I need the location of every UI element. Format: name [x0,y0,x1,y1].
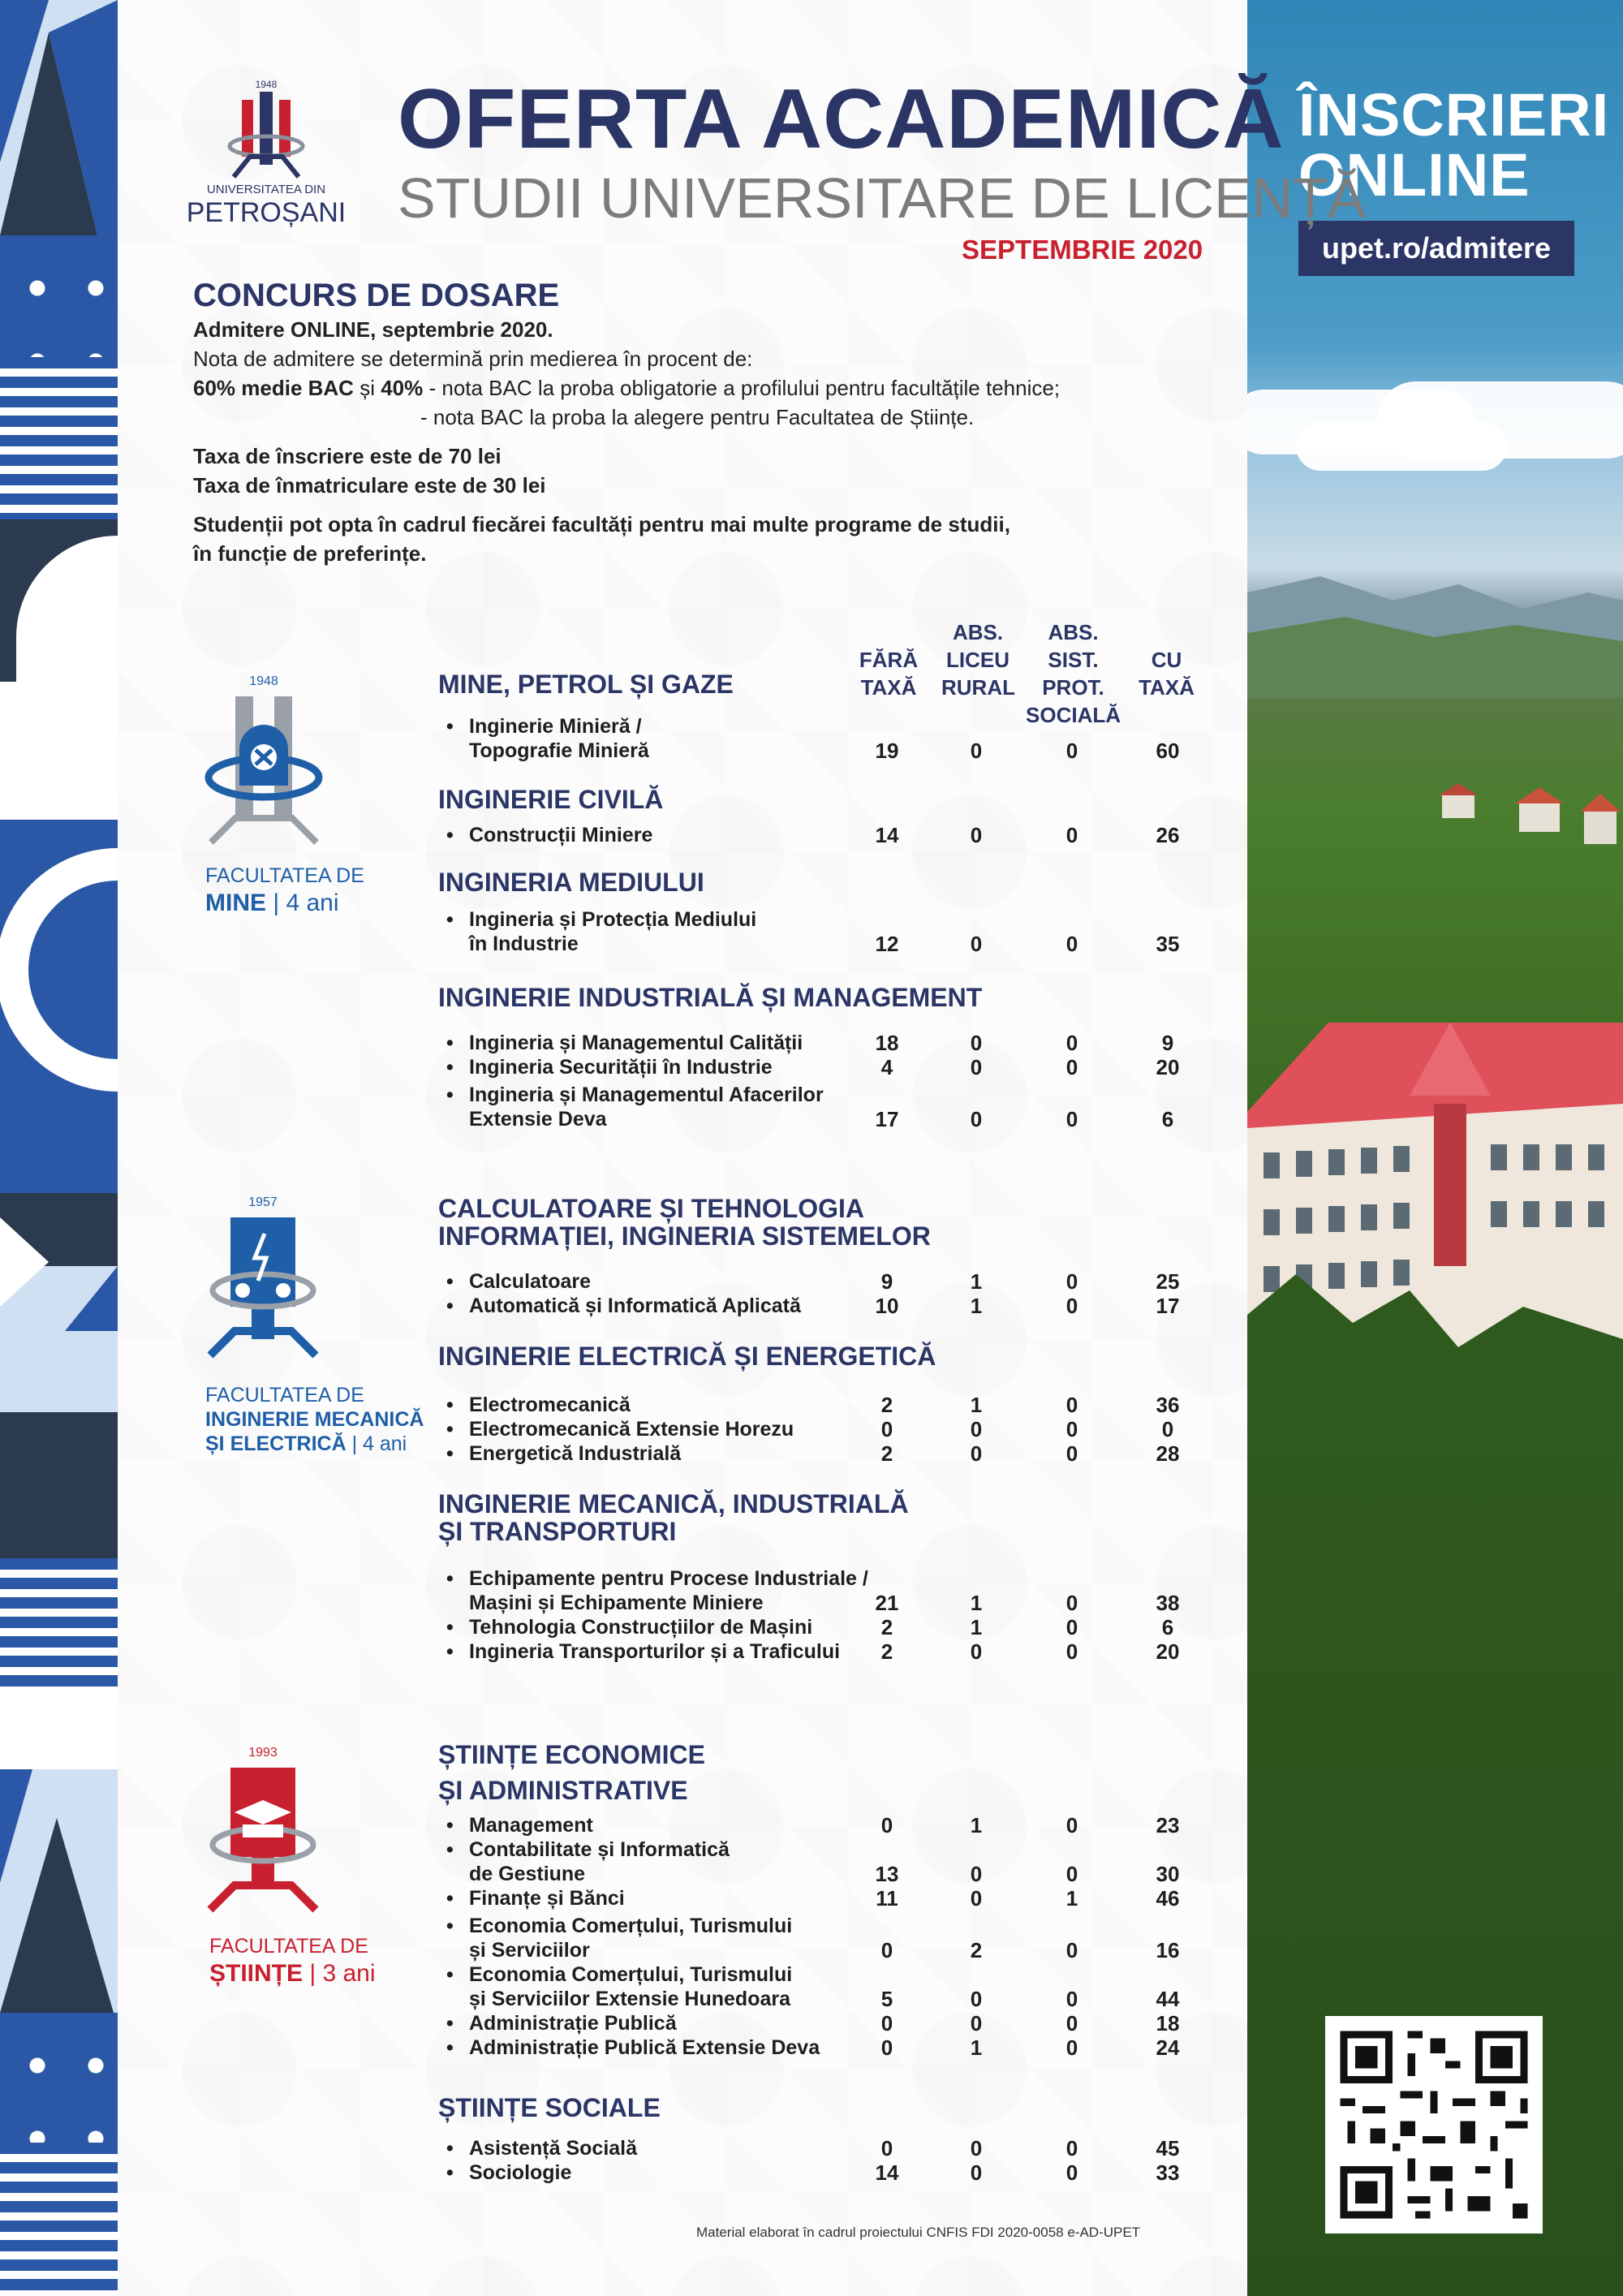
domain-heading: INGINERIE ELECTRICĂ ȘI ENERGETICĂ [438,1342,936,1371]
places-sist-prot: 0 [1065,1862,1078,1886]
program-name: Ingineria și Managementul Calității [469,1032,803,1054]
bullet-icon: • [446,2137,454,2160]
places-liceu-rural: 0 [970,932,983,956]
places-cu-taxa: 0 [1161,1417,1174,1441]
places-liceu-rural: 1 [970,1269,983,1294]
places-cu-taxa: 60 [1156,739,1180,763]
places-cu-taxa: 30 [1156,1862,1180,1886]
bullet-icon: • [446,715,454,738]
domain-heading: INGINERIE CIVILĂ [438,785,664,814]
program-name: Contabilitate și Informatică [469,1838,730,1861]
places-sist-prot: 0 [1065,2011,1078,2035]
bullet-icon: • [446,908,454,931]
places-sist-prot: 0 [1065,1591,1078,1615]
places-sist-prot: 0 [1065,2160,1078,2185]
places-liceu-rural: 0 [970,2011,983,2035]
places-cu-taxa: 9 [1161,1031,1174,1055]
places-cu-taxa: 6 [1161,1615,1174,1639]
places-cu-taxa: 16 [1156,1938,1180,1962]
places-sist-prot: 0 [1065,1441,1078,1466]
places-cu-taxa: 35 [1156,932,1180,956]
places-sist-prot: 1 [1065,1886,1078,1910]
bullet-icon: • [446,2012,454,2035]
bullet-icon: • [446,1915,454,1937]
places-sist-prot: 0 [1065,739,1078,763]
registration-line1: ÎNSCRIERI [1298,81,1610,149]
program-name: Economia Comerțului, Turismului [469,1963,793,1986]
places-fara-taxa: 2 [880,1615,893,1639]
places-fara-taxa: 2 [880,1393,893,1417]
logo-text-top: UNIVERSITATEA DIN [206,183,326,196]
places-fara-taxa: 17 [875,1107,899,1131]
intro-line1: Admitere ONLINE, septembrie 2020. [193,317,553,342]
intro-line2: Nota de admitere se determină prin medierea în procent de: [193,347,753,371]
places-fara-taxa: 12 [875,932,899,956]
program-name: Finanțe și Bănci [469,1887,625,1910]
places-cu-taxa: 26 [1156,823,1180,847]
bullet-icon: • [446,1567,454,1590]
program-name: Ingineria Securității în Industrie [469,1056,773,1079]
circle-pattern-icon [0,820,118,1120]
university-building-icon [1247,1006,1623,1461]
program-name: Administrație Publică Extensie Deva [469,2036,820,2059]
bullet-icon: • [446,1887,454,1910]
bullet-icon: • [446,2036,454,2059]
program-name: Ingineria și Protecția Mediului [469,908,757,931]
faculty-mechanical-logo-icon [198,1193,328,1363]
places-cu-taxa: 38 [1156,1591,1180,1615]
places-cu-taxa: 44 [1156,1987,1180,2011]
places-cu-taxa: 36 [1156,1393,1180,1417]
program-name: Sociologie [469,2161,572,2184]
places-fara-taxa: 0 [880,2011,893,2035]
program-name: Automatică și Informatică Aplicată [469,1294,801,1317]
faculty-mines-caption: FACULTATEA DE MINE | 4 ani [205,864,364,916]
places-cu-taxa: 23 [1156,1813,1180,1837]
faculty-mechanical-caption: FACULTATEA DE INGINERIE MECANICĂ ȘI ELECTRICĂ | 4 ani [205,1384,424,1455]
places-fara-taxa: 21 [875,1591,899,1615]
program-name-cont: de Gestiune [469,1863,586,1885]
program-name: Echipamente pentru Procese Industriale / [469,1567,868,1590]
faculty-sciences-caption: FACULTATEA DE ȘTIINȚE | 3 ani [209,1935,376,1987]
places-sist-prot: 0 [1065,1294,1078,1318]
places-cu-taxa: 46 [1156,1886,1180,1910]
logo-year: 1948 [255,79,278,90]
bullet-icon: • [446,824,454,846]
admission-info [193,276,1232,568]
campus-photo-panel [1247,0,1623,2296]
logo-text-bottom: PETROȘANI [186,197,347,228]
places-fara-taxa: 11 [876,1886,898,1910]
bullet-icon: • [446,1270,454,1293]
registration-line2: ONLINE [1298,141,1530,209]
places-fara-taxa: 14 [875,2160,899,2185]
places-liceu-rural: 0 [970,1055,983,1079]
intro-line3: 60% medie BAC și 40% - nota BAC la proba obligatorie a profilului pentru facultățile tehnice; [193,376,1061,400]
program-name: Administrație Publică [469,2012,677,2035]
places-sist-prot: 0 [1065,2035,1078,2060]
domain-heading: MINE, PETROL ȘI GAZE [438,670,734,699]
places-cu-taxa: 45 [1156,2136,1180,2160]
program-name: Electromecanică [469,1394,631,1416]
places-liceu-rural: 2 [970,1938,983,1962]
places-fara-taxa: 5 [880,1987,893,2011]
arc-pattern-icon [0,519,118,682]
col-header-abs-liceu-rural: ABS. LICEU RURAL [941,620,1015,700]
places-liceu-rural: 0 [970,1639,983,1664]
intro-line4: - nota BAC la proba la alegere pentru Facultatea de Științe. [420,405,975,429]
left-decorative-strip [0,0,118,2296]
session-date: SEPTEMBRIE 2020 [962,235,1203,265]
domain-heading: ȘTIINȚE ECONOMICE ȘI ADMINISTRATIVE [438,1740,705,1805]
places-liceu-rural: 1 [970,1294,983,1318]
university-logo-icon [185,71,347,234]
program-name-cont: și Serviciilor [469,1939,590,1962]
program-name: Inginerie Minieră / [469,715,642,738]
bullet-icon: • [446,1294,454,1317]
bullet-icon: • [446,1056,454,1079]
bullet-icon: • [446,1083,454,1106]
places-sist-prot: 0 [1065,932,1078,956]
places-fara-taxa: 0 [880,1813,893,1837]
places-sist-prot: 0 [1065,1393,1078,1417]
program-name: Asistență Socială [469,2137,638,2160]
program-name: Energetică Industrială [469,1442,682,1465]
places-fara-taxa: 0 [880,2136,893,2160]
places-fara-taxa: 18 [875,1031,899,1055]
domain-heading: INGINERIA MEDIULUI [438,868,704,897]
places-liceu-rural: 0 [970,1107,983,1131]
arrow-pattern-icon [0,1193,118,1331]
svg-text:1957: 1957 [248,1195,278,1209]
places-liceu-rural: 0 [970,2160,983,2185]
domain-heading: ȘTIINȚE SOCIALE [438,2093,661,2122]
faculty-sciences-logo-icon [198,1743,328,1918]
places-sist-prot: 0 [1065,823,1078,847]
note-line1: Studenții pot opta în cadrul fiecărei facultăți pentru mai multe programe de studii, [193,512,1010,536]
places-cu-taxa: 17 [1156,1294,1180,1318]
places-liceu-rural: 0 [970,739,983,763]
places-liceu-rural: 0 [970,1441,983,1466]
program-name: Construcții Miniere [469,824,653,846]
svg-text:1948: 1948 [249,674,278,688]
program-name: Tehnologia Construcțiilor de Mașini [469,1616,813,1639]
program-name: Ingineria și Managementul Afacerilor [469,1083,824,1106]
places-liceu-rural: 0 [970,823,983,847]
places-liceu-rural: 0 [970,2136,983,2160]
program-name-cont: în Industrie [469,933,579,955]
places-fara-taxa: 0 [880,2035,893,2060]
places-cu-taxa: 24 [1156,2035,1180,2060]
places-liceu-rural: 0 [970,1886,983,1910]
places-liceu-rural: 0 [970,1031,983,1055]
places-cu-taxa: 33 [1156,2160,1180,2185]
places-sist-prot: 0 [1065,1031,1078,1055]
note-line2: în funcție de preferințe. [193,541,427,566]
bullet-icon: • [446,1814,454,1837]
places-sist-prot: 0 [1065,1938,1078,1962]
bullet-icon: • [446,1616,454,1639]
places-sist-prot: 0 [1065,1055,1078,1079]
places-cu-taxa: 28 [1156,1441,1180,1466]
triangle-pattern-2-icon [0,1769,118,2013]
faculty-mines-logo-icon [195,672,333,851]
svg-text:1993: 1993 [248,1746,278,1760]
places-sist-prot: 0 [1065,1107,1078,1131]
places-liceu-rural: 0 [970,1417,983,1441]
places-sist-prot: 0 [1065,1269,1078,1294]
triangle-pattern-icon [0,0,118,235]
houses-icon [1247,779,1623,877]
places-sist-prot: 0 [1065,1987,1078,2011]
places-fara-taxa: 13 [875,1862,899,1886]
admission-url-link[interactable]: upet.ro/admitere [1298,221,1574,276]
places-fara-taxa: 4 [880,1055,893,1079]
places-fara-taxa: 19 [875,739,899,763]
qr-code-icon[interactable] [1325,2016,1543,2234]
domain-heading: CALCULATOARE ȘI TEHNOLOGIA INFORMAȚIEI, INGINERIA SISTEMELOR [438,1194,931,1251]
places-liceu-rural: 0 [970,1862,983,1886]
places-liceu-rural: 1 [970,1393,983,1417]
bullet-icon: • [446,1442,454,1465]
program-name-cont: și Serviciilor Extensie Hunedoara [469,1988,790,2010]
places-fara-taxa: 2 [880,1441,893,1466]
places-sist-prot: 0 [1065,1417,1078,1441]
places-cu-taxa: 25 [1156,1269,1180,1294]
places-fara-taxa: 9 [880,1269,893,1294]
program-name-cont: Mașini și Echipamente Miniere [469,1592,764,1614]
places-liceu-rural: 1 [970,2035,983,2060]
bullet-icon: • [446,1032,454,1054]
places-fara-taxa: 0 [880,1417,893,1441]
bullet-icon: • [446,2161,454,2184]
bullet-icon: • [446,1394,454,1416]
places-liceu-rural: 1 [970,1813,983,1837]
domain-heading: INGINERIE MECANICĂ, INDUSTRIALĂ ȘI TRANSPORTURI [438,1489,909,1546]
bullet-icon: • [446,1838,454,1861]
page-title: OFERTA ACADEMICĂ [398,72,1285,166]
col-header-cu-taxa: CU TAXĂ [1139,648,1195,700]
places-cu-taxa: 20 [1156,1639,1180,1664]
places-liceu-rural: 0 [970,1987,983,2011]
registration-fee: Taxa de înscriere este de 70 lei [193,444,502,468]
places-sist-prot: 0 [1065,2136,1078,2160]
program-name: Electromecanică Extensie Horezu [469,1418,794,1441]
places-cu-taxa: 20 [1156,1055,1180,1079]
bullet-icon: • [446,1640,454,1663]
places-sist-prot: 0 [1065,1639,1078,1664]
contest-heading: CONCURS DE DOSARE [193,278,560,313]
bullet-icon: • [446,1418,454,1441]
places-fara-taxa: 0 [880,1938,893,1962]
places-cu-taxa: 18 [1156,2011,1180,2035]
places-cu-taxa: 6 [1161,1107,1174,1131]
program-name: Ingineria Transporturilor și a Traficului [469,1640,841,1663]
program-name-cont: Topografie Minieră [469,739,649,762]
mountains-icon [1247,568,1623,698]
footer-note: Material elaborat în cadrul proiectului CNFIS FDI 2020-0058 e-AD-UPET [696,2225,1141,2240]
program-name: Calculatoare [469,1270,592,1293]
places-fara-taxa: 14 [875,823,899,847]
places-fara-taxa: 2 [880,1639,893,1664]
places-liceu-rural: 1 [970,1591,983,1615]
program-name-cont: Extensie Deva [469,1108,607,1131]
program-name: Economia Comerțului, Turismului [469,1915,793,1937]
places-liceu-rural: 1 [970,1615,983,1639]
places-sist-prot: 0 [1065,1615,1078,1639]
program-name: Management [469,1814,593,1837]
bullet-icon: • [446,1963,454,1986]
page-subtitle: STUDII UNIVERSITARE DE LICENȚĂ [398,166,1366,230]
col-header-fara-taxa: FĂRĂ TAXĂ [859,648,919,700]
domain-heading: INGINERIE INDUSTRIALĂ ȘI MANAGEMENT [438,983,983,1012]
places-sist-prot: 0 [1065,1813,1078,1837]
places-fara-taxa: 10 [875,1294,899,1318]
enrollment-fee: Taxa de înmatriculare este de 30 lei [193,473,546,498]
col-header-abs-sist-prot: ABS. SIST. PROT. SOCIALĂ [1026,620,1121,727]
